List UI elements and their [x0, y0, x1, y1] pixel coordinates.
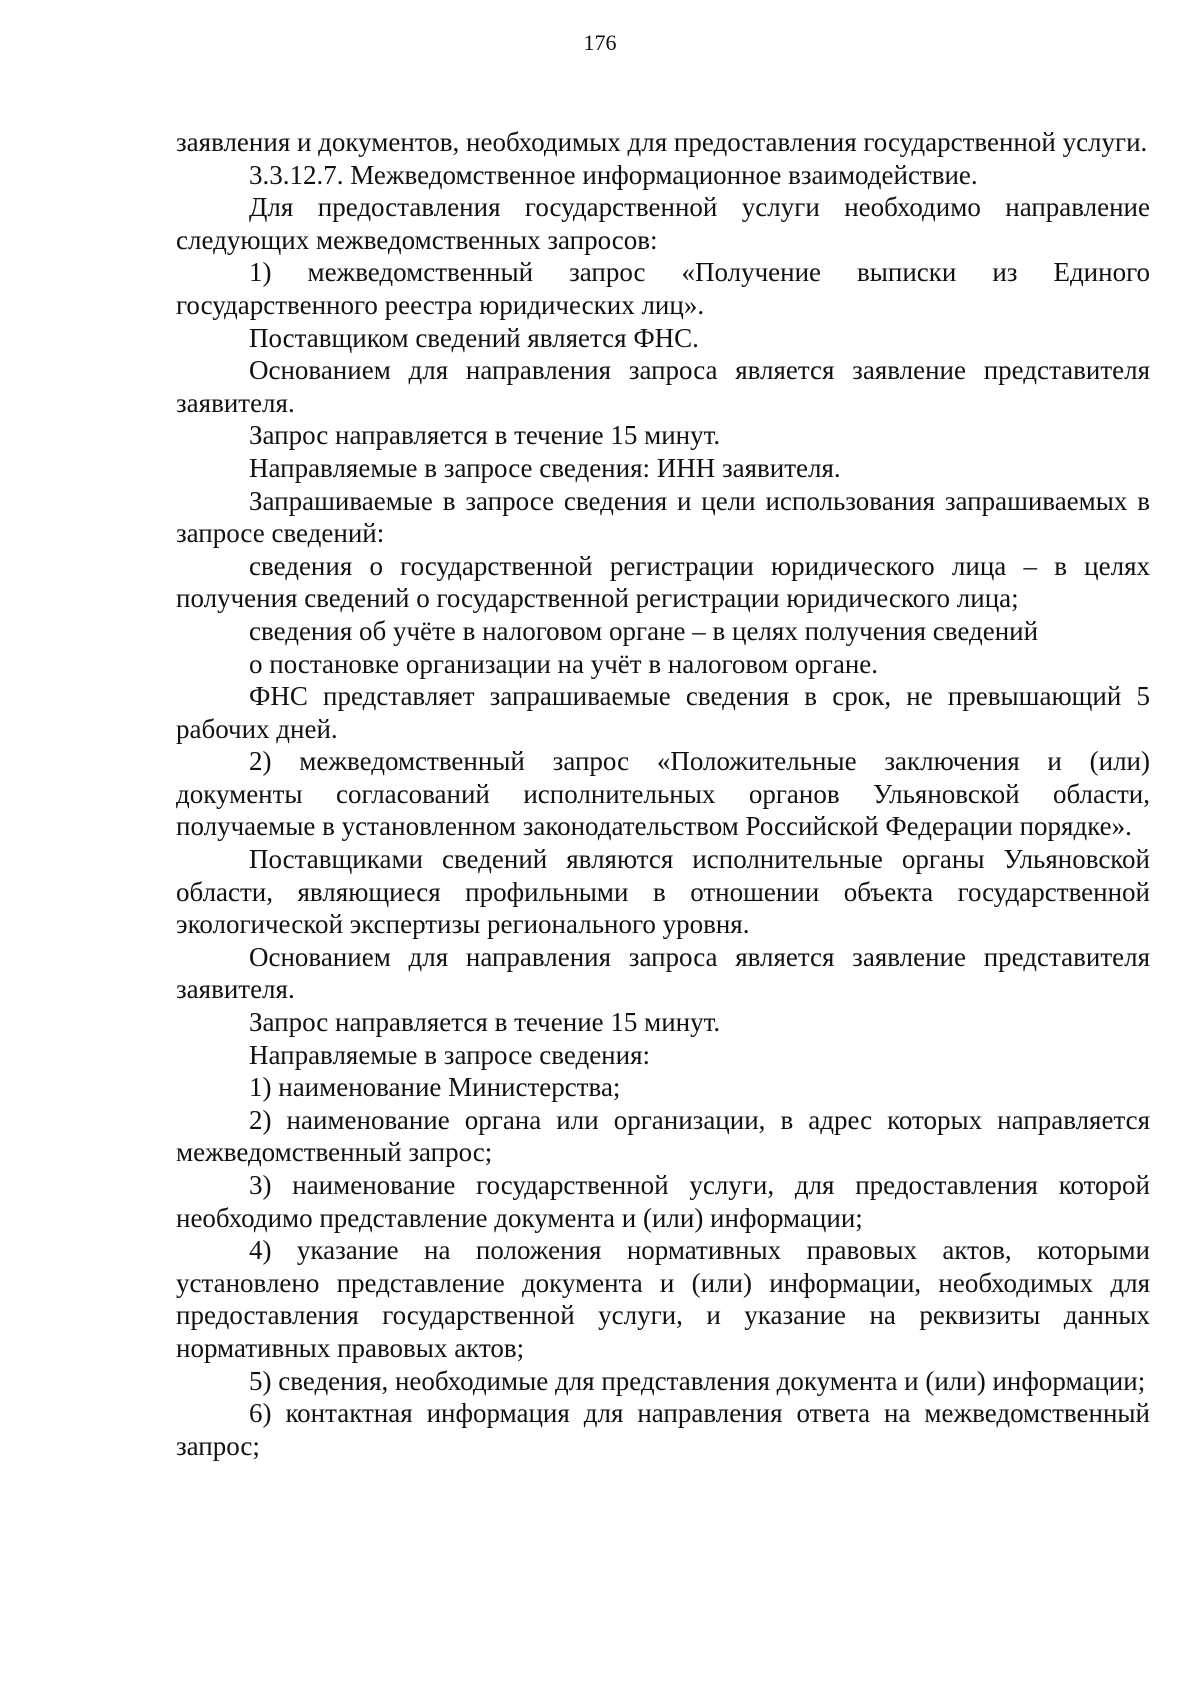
- paragraph: сведения об учёте в налоговом органе – в целях получения сведений: [249, 615, 1039, 646]
- list-item: 5) сведения, необходимые для представления документа и (или) информации;: [249, 1365, 1146, 1396]
- paragraph: Для предоставления государственной услуги необходимо направление следующих межведомственных запросов:: [176, 192, 1150, 255]
- paragraph: Поставщиком сведений является ФНС.: [249, 322, 699, 353]
- paragraph: Основанием для направления запроса является заявление представителя заявителя.: [176, 355, 1150, 418]
- list-item: 6) контактная информация для направления ответа на межведомственный запрос;: [176, 1398, 1150, 1461]
- paragraph: Поставщиками сведений являются исполнительные органы Ульяновской области, являющиеся профильными в отношении объекта государственной экологической экспертизы регионального уровня.: [176, 844, 1150, 940]
- section-heading: 3.3.12.7. Межведомственное информационное взаимодействие.: [249, 159, 978, 190]
- list-item: 2) наименование органа или организации, в адрес которых направляется межведомственный запрос;: [176, 1104, 1150, 1168]
- paragraph: ФНС представляет запрашиваемые сведения в срок, не превышающий 5 рабочих дней.: [176, 681, 1150, 744]
- paragraph: сведения о государственной регистрации юридического лица – в целях получения сведений о государственной регистрации юридического лица;: [176, 550, 1150, 614]
- list-item: 1) межведомственный запрос «Получение выписки из Единого государственного реестра юридических лиц».: [176, 257, 1150, 320]
- paragraph: Запрос направляется в течение 15 минут.: [249, 1007, 721, 1038]
- paragraph: Запрос направляется в течение 15 минут.: [249, 420, 721, 451]
- paragraph: Направляемые в запросе сведения:: [249, 1039, 650, 1070]
- list-item: 2) межведомственный запрос «Положительные заключения и (или) документы согласований исполнительных органов Ульяновской области, получаемые в установленном законодательством Российской Федерации порядке».: [176, 746, 1150, 842]
- list-item: 3) наименование государственной услуги, для предоставления которой необходимо представление документа и (или) информации;: [176, 1170, 1150, 1233]
- paragraph: заявления и документов, необходимых для предоставления государственной услуги.: [176, 127, 1148, 157]
- paragraph: о постановке организации на учёт в налоговом органе.: [249, 648, 879, 679]
- list-item: 1) наименование Министерства;: [249, 1072, 621, 1103]
- page-number: 176: [583, 30, 617, 55]
- paragraph: Основанием для направления запроса является заявление представителя заявителя.: [176, 941, 1150, 1005]
- paragraph: Направляемые в запросе сведения: ИНН заявителя.: [249, 452, 841, 483]
- document-body: [176, 126, 1150, 1462]
- paragraph: Запрашиваемые в запросе сведения и цели использования запрашиваемых в запросе сведений:: [176, 485, 1150, 549]
- list-item: 4) указание на положения нормативных правовых актов, которыми установлено представление документа и (или) информации, необходимых для предоставления государственной услуги, и указание на реквизиты данных нормативных правовых актов;: [176, 1235, 1150, 1363]
